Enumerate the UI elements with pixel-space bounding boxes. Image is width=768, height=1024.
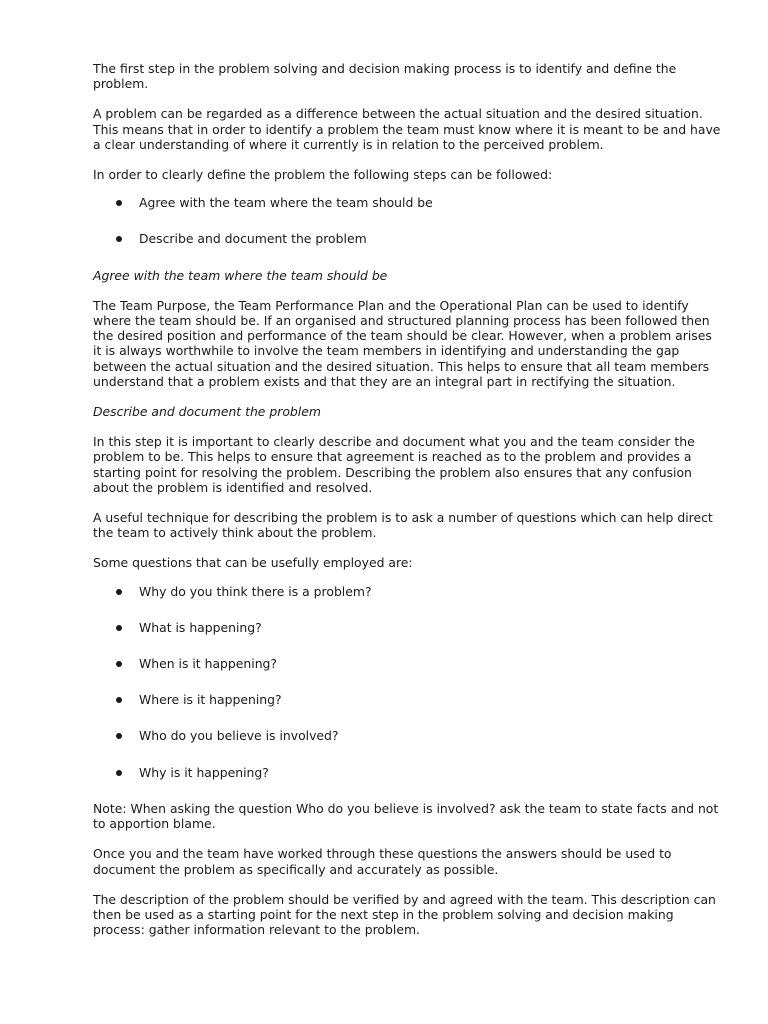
- list-item: Why is it happening?: [93, 765, 723, 780]
- questions-list: [93, 584, 723, 780]
- document-page: [93, 61, 723, 952]
- technique-paragraph: A useful technique for describing the problem is to ask a number of questions which can help direct the team to actively think about the problem.: [93, 510, 713, 541]
- list-item: Agree with the team where the team should be: [93, 195, 723, 210]
- list-item: What is happening?: [93, 620, 723, 635]
- verification-paragraph: The description of the problem should be verified by and agreed with the team. This description can then be used as a starting point for the next step in the problem solving and decision making process: gather information relevant to the problem.: [93, 891, 716, 938]
- steps-intro-paragraph: In order to clearly define the problem the following steps can be followed:: [93, 167, 553, 183]
- list-item: When is it happening?: [93, 656, 723, 671]
- steps-list: [93, 195, 723, 246]
- list-item: Where is it happening?: [93, 692, 723, 707]
- questions-intro-paragraph: Some questions that can be usefully employed are:: [93, 555, 413, 571]
- list-item: Describe and document the problem: [93, 231, 723, 246]
- list-item: Why do you think there is a problem?: [93, 584, 723, 599]
- list-item: Who do you believe is involved?: [93, 728, 723, 743]
- intro-paragraph: The first step in the problem solving and decision making process is to identify and define the problem.: [93, 61, 677, 92]
- describe-heading: Describe and document the problem: [93, 404, 321, 420]
- agree-paragraph: The Team Purpose, the Team Performance Plan and the Operational Plan can be used to identify where the team should be. If an organised and structured planning process has been followed then the desired position and performance of the team should be clear. However, when a problem arises it is always worthwhile to involve the team members in identifying and understanding the gap between the actual situation and the desired situation. This helps to ensure that all team members understand that a problem exists and that they are an integral part in rectifying the situation.: [93, 297, 712, 389]
- agree-heading: Agree with the team where the team should be: [93, 267, 388, 283]
- note-paragraph: Note: When asking the question Who do you believe is involved? ask the team to state facts and not to apportion blame.: [93, 800, 719, 832]
- describe-paragraph: In this step it is important to clearly describe and document what you and the team consider the problem to be. This helps to ensure that agreement is reached as to the problem and provides a starting point for resolving the problem. Describing the problem also ensures that any confusion about the problem is identified and resolved.: [93, 434, 695, 495]
- definition-paragraph: A problem can be regarded as a difference between the actual situation and the desired situation. This means that in order to identify a problem the team must know where it is meant to be and have a clear understanding of where it currently is in relation to the perceived problem.: [93, 106, 721, 152]
- worked-through-paragraph: Once you and the team have worked through these questions the answers should be used to document the problem as specifically and accurately as possible.: [93, 846, 672, 877]
